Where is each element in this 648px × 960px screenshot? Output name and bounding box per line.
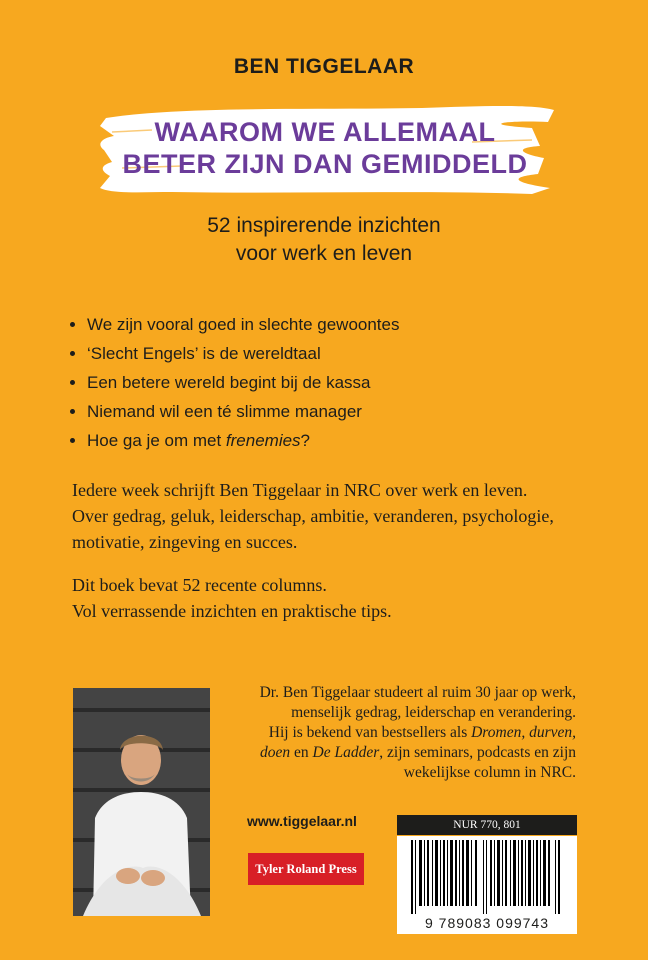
description-line: Dit boek bevat 52 recente columns. xyxy=(72,575,327,595)
author-portrait-illustration xyxy=(73,688,210,916)
subtitle-line-2: voor werk en leven xyxy=(235,242,413,265)
list-item-italic: frenemies xyxy=(225,430,301,450)
isbn-number: 9 789083 099743 xyxy=(425,915,549,931)
bullet-icon xyxy=(70,351,75,356)
publisher-logo: Tyler Roland Press xyxy=(248,853,364,885)
list-item xyxy=(70,426,399,455)
subtitle xyxy=(0,212,648,268)
list-item xyxy=(70,339,399,368)
highlights-list xyxy=(70,310,399,455)
nur-code: NUR 770, 801 xyxy=(397,815,577,835)
description-line: Iedere week schrijft Ben Tiggelaar in NRC over werk en leven. xyxy=(72,480,528,500)
bio-book-title: De Ladder xyxy=(312,744,380,761)
description-paragraph-1 xyxy=(72,477,602,555)
list-item-text: Hoe ga je om met xyxy=(87,430,226,450)
bio-line: Dr. Ben Tiggelaar studeert al ruim 30 jaar op werk, xyxy=(259,684,576,701)
title-line-2: BETER ZIJN DAN GEMIDDELD xyxy=(122,149,528,179)
bullet-icon xyxy=(70,438,75,443)
list-item xyxy=(70,397,399,426)
author-bio xyxy=(256,683,576,783)
bio-line xyxy=(256,743,576,763)
bio-line: menselijk gedrag, leiderschap en verandering. xyxy=(291,704,576,721)
list-item-text: We zijn vooral goed in slechte gewoontes xyxy=(87,314,400,334)
book-title xyxy=(100,116,550,180)
bio-book-title: Dromen, durven, xyxy=(471,724,576,741)
website-url[interactable]: www.tiggelaar.nl xyxy=(247,813,357,829)
author-name: BEN TIGGELAAR xyxy=(233,55,415,78)
description-line: motivatie, zingeving en succes. xyxy=(72,532,298,552)
bullet-icon xyxy=(70,322,75,327)
description-line: Over gedrag, geluk, leiderschap, ambitie, veranderen, psychologie, xyxy=(72,506,554,526)
bio-text: Hij is bekend van bestsellers als xyxy=(268,724,472,741)
isbn-barcode xyxy=(397,836,577,934)
author-photo xyxy=(73,688,210,916)
list-item-text: Niemand wil een té slimme manager xyxy=(87,401,362,421)
list-item-suffix: ? xyxy=(300,430,311,450)
list-item xyxy=(70,310,399,339)
description-line: Vol verrassende inzichten en praktische tips. xyxy=(72,601,392,621)
list-item xyxy=(70,368,399,397)
bio-line xyxy=(256,723,576,743)
description-paragraph-2 xyxy=(72,572,602,624)
bio-line: wekelijkse column in NRC. xyxy=(403,764,576,781)
bio-book-title: doen xyxy=(260,744,291,761)
title-line-1: WAAROM WE ALLEMAAL xyxy=(154,117,496,147)
subtitle-line-1: 52 inspirerende inzichten xyxy=(207,214,441,237)
list-item-text: ‘Slecht Engels’ is de wereldtaal xyxy=(87,343,321,363)
barcode-bars xyxy=(397,836,577,916)
list-item-text: Een betere wereld begint bij de kassa xyxy=(87,372,371,392)
bio-text: , zijn seminars, podcasts en zijn xyxy=(379,744,576,761)
bio-text: en xyxy=(290,744,313,761)
bullet-icon xyxy=(70,409,75,414)
bullet-icon xyxy=(70,380,75,385)
